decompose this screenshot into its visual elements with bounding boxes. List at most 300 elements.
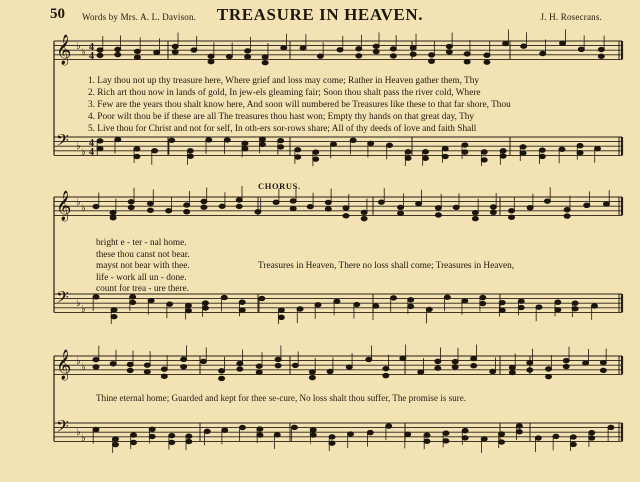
verse-ending-1: bright e - ter - nal home. [96, 238, 187, 248]
note-head [600, 360, 606, 364]
flat-icon: ♭ [76, 298, 81, 309]
note-head [499, 308, 505, 312]
note-head [546, 374, 552, 378]
note-head [295, 155, 301, 159]
note-head [509, 365, 515, 369]
note-head [144, 363, 150, 367]
note-head [97, 53, 103, 57]
note-head [208, 60, 214, 64]
note-head [564, 208, 570, 212]
note-head [112, 442, 118, 446]
note-head [539, 148, 545, 152]
note-head [130, 300, 136, 304]
treble-clef-icon: 𝄞 [56, 35, 72, 65]
note-head [603, 202, 609, 206]
note-head [186, 439, 192, 443]
note-head [262, 55, 268, 59]
note-head [373, 49, 379, 53]
note-head [169, 433, 175, 437]
note-head [383, 366, 389, 370]
note-head [226, 54, 232, 58]
note-head [325, 207, 331, 211]
treble-clef-icon: 𝄞 [56, 191, 72, 221]
flat-icon: ♭ [81, 433, 86, 444]
verse-line-4: 4. Poor wilt thou be if these are all The treasures thou hast won; Empty thy hands on that great day, Thy [88, 112, 475, 122]
note-head [110, 210, 116, 214]
note-head [509, 209, 515, 213]
note-head [274, 433, 280, 437]
note-head [518, 305, 524, 309]
flat-icon: ♭ [81, 304, 86, 315]
note-head [147, 208, 153, 212]
note-head [520, 151, 526, 155]
note-head [464, 52, 470, 56]
note-head [154, 50, 160, 54]
note-head [490, 205, 496, 209]
flat-icon: ♭ [81, 47, 86, 58]
note-head [219, 204, 225, 208]
note-head [595, 146, 601, 150]
note-head [147, 201, 153, 205]
note-head [471, 356, 477, 360]
note-head [202, 301, 208, 305]
note-head [329, 441, 335, 445]
note-head [295, 148, 301, 152]
note-head [144, 370, 150, 374]
note-head [112, 437, 118, 441]
verse-ending-5: count for trea - ure there. [96, 284, 189, 294]
bass-clef-icon: 𝄢 [56, 287, 69, 311]
note-head [354, 302, 360, 306]
note-head [608, 425, 614, 429]
note-head [600, 368, 606, 372]
note-head [97, 48, 103, 52]
note-head [429, 53, 435, 57]
note-head [206, 138, 212, 142]
flat-icon: ♭ [76, 41, 81, 52]
time-signature-top: 4 [89, 42, 94, 53]
note-head [559, 147, 565, 151]
note-head [152, 149, 158, 153]
note-head [462, 143, 468, 147]
note-head [426, 307, 432, 311]
note-head [167, 302, 173, 306]
note-head [589, 430, 595, 434]
note-head [172, 44, 178, 48]
note-head [535, 436, 541, 440]
note-head [356, 47, 362, 51]
note-head [111, 308, 117, 312]
flat-icon: ♭ [81, 147, 86, 158]
note-head [201, 205, 207, 209]
note-head [410, 46, 416, 50]
note-head [317, 54, 323, 58]
note-head [290, 206, 296, 210]
note-head [435, 366, 441, 370]
flat-icon: ♭ [81, 203, 86, 214]
note-head [490, 210, 496, 214]
note-head [527, 206, 533, 210]
note-head [169, 138, 175, 142]
note-head [435, 359, 441, 363]
note-head [503, 41, 509, 45]
note-head [484, 53, 490, 57]
note-head [221, 295, 227, 299]
note-head [291, 425, 297, 429]
note-head [583, 361, 589, 365]
note-head [453, 205, 459, 209]
note-head [115, 47, 121, 51]
note-head [560, 41, 566, 45]
page-number: 50 [50, 6, 65, 22]
note-head [378, 200, 384, 204]
note-head [242, 147, 248, 151]
note-head [327, 369, 333, 373]
note-head [93, 204, 99, 208]
note-head [242, 141, 248, 145]
note-head [521, 44, 527, 48]
note-head [408, 304, 414, 308]
note-head [315, 303, 321, 307]
note-head [275, 363, 281, 367]
note-head [313, 157, 319, 161]
note-head [191, 48, 197, 52]
note-head [383, 373, 389, 377]
note-head [256, 370, 262, 374]
note-head [184, 210, 190, 214]
note-head [222, 428, 228, 432]
note-head [368, 141, 374, 145]
note-head [172, 50, 178, 54]
note-head [307, 205, 313, 209]
note-head [464, 60, 470, 64]
note-head [408, 298, 414, 302]
note-head [97, 139, 103, 143]
note-head [546, 367, 552, 371]
note-head [391, 296, 397, 300]
note-head [239, 308, 245, 312]
note-head [518, 299, 524, 303]
note-head [481, 150, 487, 154]
note-head [237, 367, 243, 371]
note-head [536, 305, 542, 309]
note-head [236, 204, 242, 208]
note-head [310, 433, 316, 437]
note-head [500, 149, 506, 153]
note-head [480, 295, 486, 299]
note-head [202, 306, 208, 310]
note-head [208, 54, 214, 58]
chorus-lyric-line-1: Treasures in Heaven, There no loss shall come; Treasures in Heaven, [258, 261, 515, 271]
note-head [471, 364, 477, 368]
note-head [387, 143, 393, 147]
verse-line-1: 1. Lay thou not up thy treasure here, Where grief and loss may come; Rather in Heaven gather them, Thy [88, 76, 480, 86]
note-head [405, 156, 411, 160]
verse-ending-2: these thou canst not bear. [96, 249, 190, 260]
note-head [300, 46, 306, 50]
note-head [555, 308, 561, 312]
note-head [570, 442, 576, 446]
note-head [181, 357, 187, 361]
note-head [256, 364, 262, 368]
note-head [520, 145, 526, 149]
note-head [527, 361, 533, 365]
note-head [149, 434, 155, 438]
note-head [462, 299, 468, 303]
note-head [187, 154, 193, 158]
note-head [115, 137, 121, 141]
note-head [443, 431, 449, 435]
note-head [281, 46, 287, 50]
note-head [462, 429, 468, 433]
note-head [115, 52, 121, 56]
verse-ending-3: mayst not bear with thee. [96, 261, 190, 271]
chorus-lyric-line-2: Thine eternal home; Guarded and kept for thee se-cure, No loss shalt thou suffer, The promise is sure. [96, 393, 467, 403]
note-head [509, 370, 515, 374]
note-head [309, 375, 315, 379]
note-head [563, 358, 569, 362]
time-signature-top: 4 [89, 138, 94, 149]
note-head [273, 200, 279, 204]
note-head [589, 436, 595, 440]
note-head [201, 199, 207, 203]
note-head [435, 206, 441, 210]
note-head [200, 359, 206, 363]
note-head [555, 300, 561, 304]
note-head [442, 154, 448, 158]
note-head [416, 201, 422, 205]
note-head [367, 430, 373, 434]
treble-clef-icon: 𝄞 [56, 350, 72, 380]
note-head [563, 364, 569, 368]
note-head [410, 52, 416, 56]
note-head [386, 424, 392, 428]
note-head [127, 362, 133, 366]
note-head [527, 368, 533, 372]
note-head [398, 205, 404, 209]
note-head [259, 142, 265, 146]
note-head [553, 434, 559, 438]
note-head [446, 44, 452, 48]
note-head [591, 304, 597, 308]
note-head [539, 154, 545, 158]
note-head [278, 139, 284, 143]
bass-clef-icon: 𝄢 [56, 130, 69, 154]
verse-line-5: 5. Live thou for Christ and not for self, In oth-ers sor-rows share; All of thy deeds of love and faith Shall [88, 124, 477, 134]
hymn-title: TREASURE IN HEAVEN. [216, 5, 424, 24]
note-head [452, 365, 458, 369]
note-head [398, 211, 404, 215]
note-head [329, 435, 335, 439]
note-head [297, 307, 303, 311]
words-credit: Words by Mrs. A. L. Davison. [82, 12, 197, 22]
note-head [598, 47, 604, 51]
note-head [131, 440, 137, 444]
note-head [97, 146, 103, 150]
note-head [219, 369, 225, 373]
note-head [245, 49, 251, 53]
note-head [361, 216, 367, 220]
note-head [418, 370, 424, 374]
note-head [134, 49, 140, 53]
verse-line-3: 3. Few are the years thou shalt know here, And soon will numbered be Treasures like these to that far shore, Thou [88, 100, 511, 110]
note-head [444, 295, 450, 299]
note-head [343, 214, 349, 218]
note-head [237, 361, 243, 365]
note-head [128, 200, 134, 204]
note-head [224, 138, 230, 142]
note-head [424, 439, 430, 443]
flat-icon: ♭ [81, 362, 86, 373]
note-head [127, 368, 133, 372]
note-head [204, 429, 210, 433]
note-head [577, 144, 583, 148]
note-head [443, 439, 449, 443]
note-head [373, 44, 379, 48]
note-head [148, 298, 154, 302]
time-signature-bottom: 4 [89, 147, 94, 158]
note-head [161, 374, 167, 378]
note-head [343, 206, 349, 210]
note-head [169, 440, 175, 444]
note-head [275, 357, 281, 361]
note-head [181, 365, 187, 369]
note-head [390, 54, 396, 58]
note-head [422, 156, 428, 160]
note-head [366, 357, 372, 361]
note-head [149, 427, 155, 431]
note-head [499, 440, 505, 444]
note-head [481, 158, 487, 162]
note-head [292, 363, 298, 367]
note-head [472, 210, 478, 214]
note-head [259, 137, 265, 141]
note-head [446, 50, 452, 54]
note-head [405, 150, 411, 154]
time-signature-bottom: 4 [89, 51, 94, 62]
note-head [257, 427, 263, 431]
note-head [405, 432, 411, 436]
note-head [356, 54, 362, 58]
note-head [361, 210, 367, 214]
note-head [462, 150, 468, 154]
note-head [255, 210, 261, 214]
note-head [346, 365, 352, 369]
note-head [462, 436, 468, 440]
note-head [278, 308, 284, 312]
note-head [290, 199, 296, 203]
note-head [278, 145, 284, 149]
note-head [350, 138, 356, 142]
note-head [424, 433, 430, 437]
note-head [500, 154, 506, 158]
note-head [481, 437, 487, 441]
note-head [544, 199, 550, 203]
note-head [331, 142, 337, 146]
flat-icon: ♭ [76, 141, 81, 152]
note-head [310, 428, 316, 432]
note-head [598, 54, 604, 58]
note-head [400, 356, 406, 360]
note-head [128, 205, 134, 209]
note-head [187, 149, 193, 153]
bass-clef-icon: 𝄢 [56, 416, 69, 440]
chorus-label: CHORUS. [258, 181, 301, 191]
note-head [480, 301, 486, 305]
note-head [540, 51, 546, 55]
note-head [239, 425, 245, 429]
note-head [278, 315, 284, 319]
note-head [490, 369, 496, 373]
note-head [184, 203, 190, 207]
note-head [509, 215, 515, 219]
note-head [313, 150, 319, 154]
note-head [262, 60, 268, 64]
note-head [245, 55, 251, 59]
note-head [93, 427, 99, 431]
note-head [442, 146, 448, 150]
verse-ending-4: life - work all un - done. [96, 272, 187, 283]
note-head [185, 309, 191, 313]
note-head [93, 365, 99, 369]
flat-icon: ♭ [76, 356, 81, 367]
note-head [516, 424, 522, 428]
note-head [257, 433, 263, 437]
note-head [134, 154, 140, 158]
note-head [577, 151, 583, 155]
note-head [472, 216, 478, 220]
flat-icon: ♭ [76, 427, 81, 438]
note-head [429, 59, 435, 63]
note-head [452, 360, 458, 364]
note-head [309, 370, 315, 374]
note-head [422, 150, 428, 154]
note-head [236, 198, 242, 202]
note-head [110, 216, 116, 220]
note-head [131, 433, 137, 437]
note-head [572, 301, 578, 305]
note-head [564, 214, 570, 218]
note-head [348, 432, 354, 436]
note-head [337, 48, 343, 52]
note-head [325, 200, 331, 204]
note-head [584, 203, 590, 207]
note-head [572, 307, 578, 311]
note-head [499, 300, 505, 304]
note-head [570, 435, 576, 439]
note-head [93, 357, 99, 361]
note-head [111, 315, 117, 319]
note-head [373, 304, 379, 308]
note-head [185, 303, 191, 307]
note-head [110, 362, 116, 366]
note-head [499, 432, 505, 436]
note-head [484, 60, 490, 64]
flat-icon: ♭ [76, 197, 81, 208]
note-head [219, 376, 225, 380]
note-head [239, 300, 245, 304]
note-head [186, 434, 192, 438]
note-head [390, 47, 396, 51]
note-head [259, 296, 265, 300]
note-head [435, 213, 441, 217]
note-head [578, 47, 584, 51]
composer-credit: J. H. Rosecrans. [540, 12, 602, 22]
note-head [134, 147, 140, 151]
note-head [516, 430, 522, 434]
note-head [134, 55, 140, 59]
note-head [166, 209, 172, 213]
